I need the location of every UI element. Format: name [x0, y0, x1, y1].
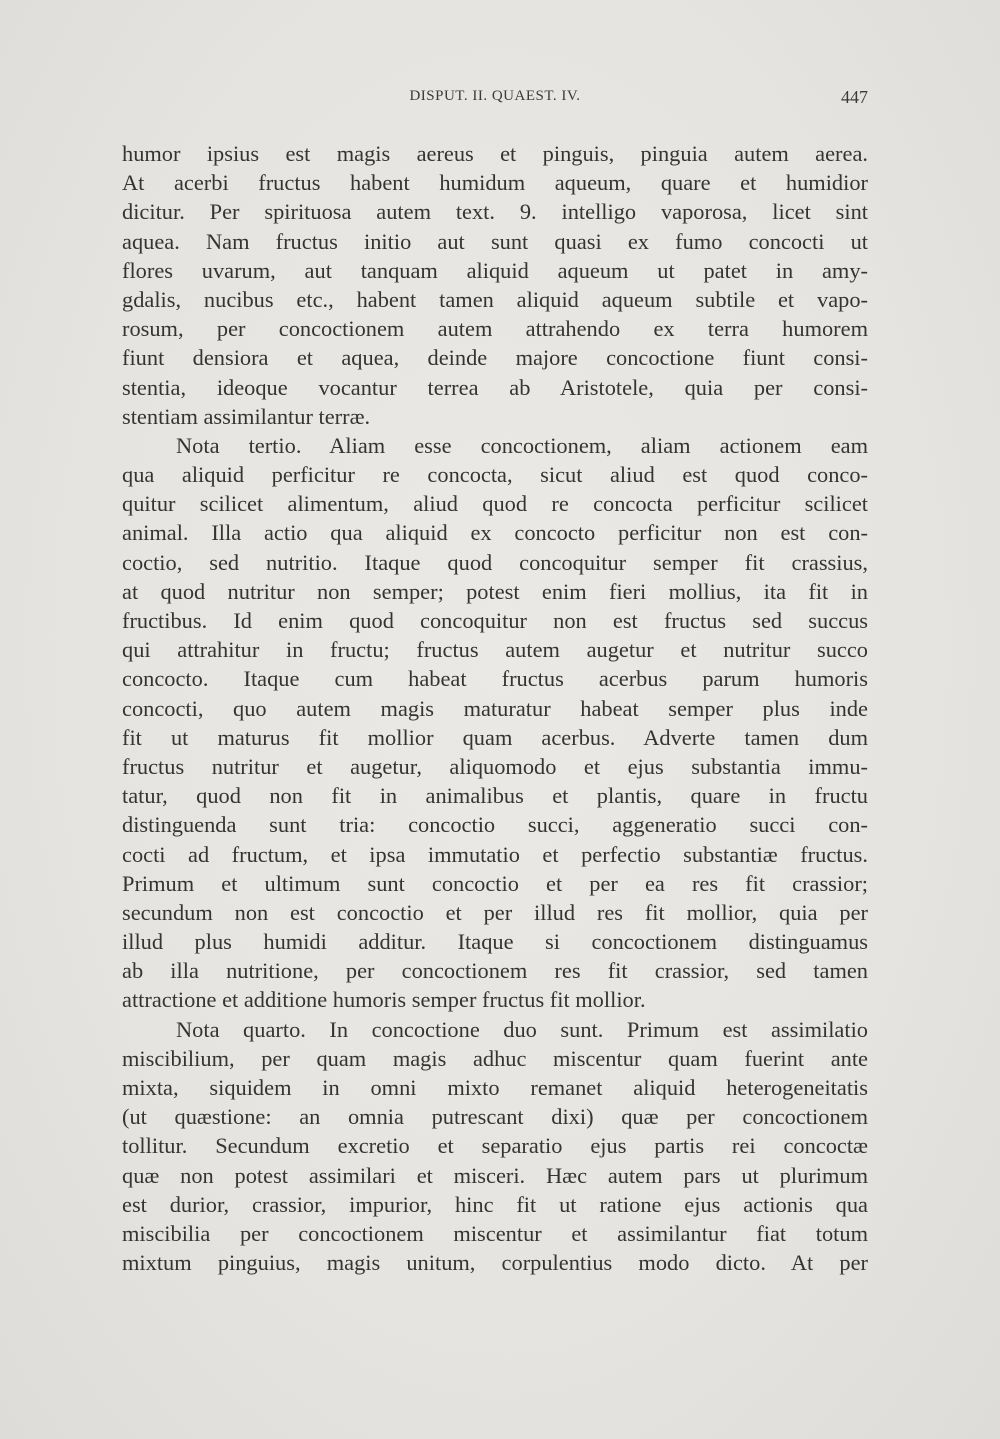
text-line: At acerbi fructus habent humidum aqueum, quare et humidior: [122, 170, 868, 196]
text-line: secundum non est concoctio et per illud res fit mollior, quia per: [122, 899, 868, 925]
text-line: dicitur. Per spirituosa autem text. 9. intelligo vaporosa, licet sint: [122, 199, 868, 225]
text-line: at quod nutritur non semper; potest enim fieri mollius, ita fit in: [122, 578, 868, 604]
text-line: gdalis, nucibus etc., habent tamen aliquid aqueum subtile et vapo-: [122, 286, 868, 312]
text-line: qui attrahitur in fructu; fructus autem augetur et nutritur succo: [122, 637, 868, 663]
text-line: fructibus. Id enim quod concoquitur non est fructus sed succus: [122, 608, 868, 633]
text-line: fructus nutritur et augetur, aliquomodo et ejus substantia immu-: [122, 753, 868, 779]
text-line: Nota quarto. In concoctione duo sunt. Primum est assimilatio: [176, 1016, 868, 1042]
page-number: 447: [841, 87, 868, 107]
text-line: stentia, ideoque vocantur terrea ab Aristotele, quia per consi-: [122, 374, 868, 400]
text-line: distinguenda sunt tria: concoctio succi, aggeneratio succi con-: [122, 812, 868, 838]
running-title: DISPUT. II. QUAEST. IV.: [409, 88, 581, 104]
text-line: cocti ad fructum, et ipsa immutatio et perfectio substantiæ fructus.: [122, 841, 868, 867]
text-line: est durior, crassior, impurior, hinc fit ut ratione ejus actionis qua: [122, 1191, 868, 1217]
running-head: [122, 88, 868, 112]
text-line: flores uvarum, aut tanquam aliquid aqueum ut patet in amy-: [122, 257, 868, 283]
text-line: tatur, quod non fit in animalibus et plantis, quare in fructu: [122, 783, 868, 809]
text-line: quæ non potest assimilari et misceri. Hæc autem pars ut plurimum: [122, 1162, 868, 1188]
text-line: quitur scilicet alimentum, aliud quod re concocta perficitur scilicet: [122, 491, 868, 517]
text-line: fiunt densiora et aquea, deinde majore concoctione fiunt consi-: [122, 345, 868, 371]
text-line: mixta, siquidem in omni mixto remanet aliquid heterogeneitatis: [122, 1075, 868, 1100]
text-line: (ut quæstione: an omnia putrescant dixi) quæ per concoctionem: [122, 1104, 868, 1130]
text-line: attractione et additione humoris semper fructus fit mollior.: [122, 987, 646, 1013]
text-line: stentiam assimilantur terræ.: [122, 403, 371, 429]
text-line: concocti, quo autem magis maturatur habeat semper plus inde: [122, 695, 868, 721]
text-line: miscibilia per concoctionem miscentur et assimilantur fiat totum: [122, 1220, 868, 1246]
text-line: concocto. Itaque cum habeat fructus acerbus parum humoris: [122, 666, 868, 692]
text-line: ab illa nutritione, per concoctionem res fit crassior, sed tamen: [122, 958, 868, 984]
text-line: qua aliquid perficitur re concocta, sicut aliud est quod conco-: [122, 462, 868, 488]
text-line: coctio, sed nutritio. Itaque quod concoquitur semper fit crassius,: [122, 549, 868, 575]
text-line: rosum, per concoctionem autem attrahendo ex terra humorem: [122, 316, 868, 342]
text-line: illud plus humidi additur. Itaque si concoctionem distinguamus: [122, 929, 868, 955]
text-line: Primum et ultimum sunt concoctio et per ea res fit crassior;: [122, 870, 868, 896]
text-line: mixtum pinguius, magis unitum, corpulentius modo dicto. At per: [122, 1250, 868, 1276]
text-line: animal. Illa actio qua aliquid ex concocto perficitur non est con-: [122, 520, 868, 546]
text-line: Nota tertio. Aliam esse concoctionem, aliam actionem eam: [176, 432, 868, 458]
text-line: fit ut maturus fit mollior quam acerbus. Adverte tamen dum: [122, 724, 868, 750]
text-line: tollitur. Secundum excretio et separatio ejus partis rei concoctæ: [122, 1133, 868, 1159]
body-text: [122, 139, 868, 1277]
text-line: humor ipsius est magis aereus et pinguis, pinguia autem aerea.: [122, 141, 868, 166]
text-line: miscibilium, per quam magis adhuc miscentur quam fuerint ante: [122, 1045, 868, 1071]
text-line: aquea. Nam fructus initio aut sunt quasi ex fumo concocti ut: [122, 228, 868, 254]
